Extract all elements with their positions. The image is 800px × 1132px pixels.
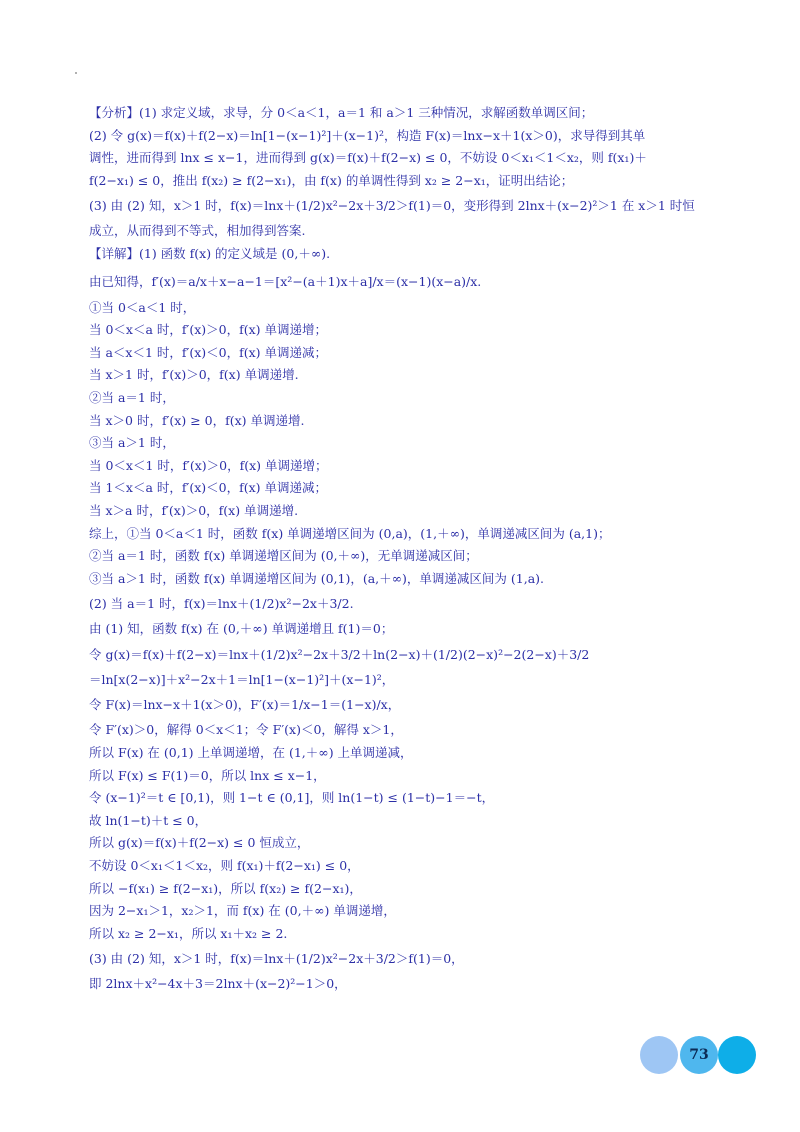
text-line: 【分析】(1) 求定义域，求导，分 0＜a＜1，a＝1 和 a＞1 三种情况，求解函数单调区间； <box>89 105 594 120</box>
text-line: 所以 F(x) ≤ F(1)＝0，所以 lnx ≤ x−1， <box>89 767 326 783</box>
page-number: 73 <box>689 1047 709 1063</box>
corner-mark <box>75 72 77 74</box>
text-line: 当 a＜x＜1 时，f′(x)＜0，f(x) 单调递减； <box>89 344 328 360</box>
text-line: 不妨设 0＜x₁＜1＜x₂，则 f(x₁)＋f(2−x₁) ≤ 0， <box>89 858 360 874</box>
text-line: 令 g(x)＝f(x)＋f(2−x)＝lnx＋(1/2)x²−2x＋3/2＋ln(2−x)＋(1/2)(2−x)²−2(2−x)＋3/2 <box>89 646 590 662</box>
text-line: 故 ln(1−t)＋t ≤ 0， <box>89 812 208 828</box>
decor-circle <box>718 1036 756 1074</box>
text-line: 当 1＜x＜a 时，f′(x)＜0，f(x) 单调递减； <box>89 480 328 496</box>
text-line: ＝ln[x(2−x)]＋x²−2x＋1＝ln[1−(x−1)²]＋(x−1)²， <box>89 671 395 687</box>
text-line: 令 F′(x)＞0，解得 0＜x＜1；令 F′(x)＜0，解得 x＞1， <box>89 722 403 738</box>
text-line: 当 x＞0 时，f′(x) ≥ 0，f(x) 单调递增. <box>89 412 305 428</box>
solution-text <box>89 102 739 996</box>
text-line: ②当 a＝1 时， <box>89 389 175 405</box>
text-line: (3) 由 (2) 知，x＞1 时，f(x)＝lnx＋(1/2)x²−2x＋3/2＞f(1)＝0，变形得到 2lnx＋(x−2)²＞1 在 x＞1 时恒 <box>89 198 695 214</box>
decor-circle <box>640 1036 678 1074</box>
text-line: 所以 F(x) 在 (0,1) 上单调递增，在 (1,＋∞) 上单调递减， <box>89 745 413 761</box>
page-number-badge <box>640 1034 758 1076</box>
text-line: (2) 当 a＝1 时，f(x)＝lnx＋(1/2)x²−2x＋3/2. <box>89 596 354 612</box>
text-line: (3) 由 (2) 知，x＞1 时，f(x)＝lnx＋(1/2)x²−2x＋3/2＞f(1)＝0， <box>89 951 464 967</box>
text-line: 【详解】(1) 函数 f(x) 的定义域是 (0,＋∞). <box>89 245 331 261</box>
text-line: ③当 a＞1 时，函数 f(x) 单调递增区间为 (0,1)，(a,＋∞)，单调递减区间为 (1,a). <box>89 570 545 586</box>
text-line: ②当 a＝1 时，函数 f(x) 单调递增区间为 (0,＋∞)，无单调递减区间； <box>89 548 478 564</box>
text-line: 当 x＞a 时，f′(x)＞0，f(x) 单调递增. <box>89 502 299 518</box>
text-line: (2) 令 g(x)＝f(x)＋f(2−x)＝ln[1−(x−1)²]＋(x−1)²，构造 F(x)＝lnx−x＋1(x＞0)，求导得到其单 <box>89 127 646 143</box>
text-line: 令 F(x)＝lnx−x＋1(x＞0)，F′(x)＝1/x−1＝(1−x)/x， <box>89 697 401 713</box>
text-line: 综上，①当 0＜a＜1 时，函数 f(x) 单调递增区间为 (0,a)，(1,＋∞)，单调递减区间为 (a,1)； <box>89 525 611 541</box>
text-line: ①当 0＜a＜1 时， <box>89 299 196 315</box>
text-line: 令 (x−1)²＝t ∈ [0,1)，则 1−t ∈ (0,1]，则 ln(1−t) ≤ (1−t)−1＝−t， <box>89 790 495 806</box>
text-line: 由 (1) 知，函数 f(x) 在 (0,＋∞) 单调递增且 f(1)＝0； <box>89 621 394 637</box>
text-line: 成立，从而得到不等式，相加得到答案. <box>89 223 306 239</box>
text-line: 由已知得，f′(x)＝a/x＋x−a−1＝[x²−(a＋1)x＋a]/x＝(x−1)(x−a)/x. <box>89 273 482 289</box>
text-line: 所以 −f(x₁) ≥ f(2−x₁)，所以 f(x₂) ≥ f(2−x₁)， <box>89 880 362 896</box>
text-line: 当 x＞1 时，f′(x)＞0，f(x) 单调递增. <box>89 367 299 383</box>
text-line: f(2−x₁) ≤ 0，推出 f(x₂) ≥ f(2−x₁)，由 f(x) 的单调性得到 x₂ ≥ 2−x₁，证明出结论； <box>89 172 574 188</box>
text-line: ③当 a＞1 时， <box>89 435 175 451</box>
text-line: 即 2lnx＋x²−4x＋3＝2lnx＋(x−2)²−1＞0， <box>89 976 347 992</box>
text-line: 所以 x₂ ≥ 2−x₁，所以 x₁＋x₂ ≥ 2. <box>89 925 288 941</box>
text-line: 调性，进而得到 lnx ≤ x−1，进而得到 g(x)＝f(x)＋f(2−x) ≤ 0，不妨设 0＜x₁＜1＜x₂，则 f(x₁)＋ <box>89 150 647 166</box>
text-line: 当 0＜x＜a 时，f′(x)＞0，f(x) 单调递增； <box>89 322 328 338</box>
text-line: 所以 g(x)＝f(x)＋f(2−x) ≤ 0 恒成立， <box>89 835 310 851</box>
text-line: 因为 2−x₁＞1，x₂＞1，而 f(x) 在 (0,＋∞) 单调递增， <box>89 903 396 919</box>
text-line: 当 0＜x＜1 时，f′(x)＞0，f(x) 单调递增； <box>89 457 328 473</box>
